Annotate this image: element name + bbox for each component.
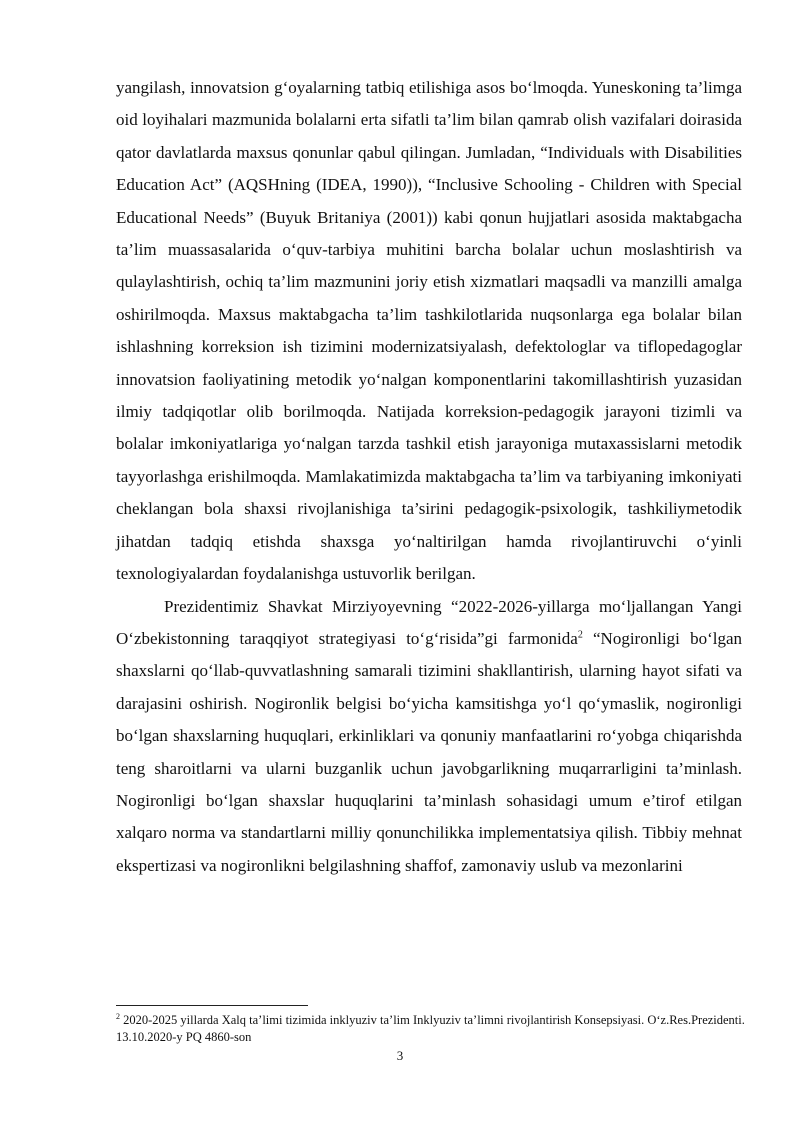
paragraph-2: [116, 591, 742, 883]
footnote-separator: [116, 1005, 308, 1006]
paragraph-2-text-end: “Nogironligi bo‘lgan shaxslarni qo‘llab-quvvatlashning samarali tizimini shakllantirish, ularning hayot sifati va darajasini oshirish. Nogironlik belgisi bo‘yicha kamsitishga yo‘l qo‘ymaslik, nogironligi bo‘lgan shaxslarning huquqlari, erkinliklari va qonuniy manfaatlarini ro‘yobga chiqarishda teng sharoitlarni va ularni buzganlik uchun javobgarlikning muqarrarligini ta’minlash. Nogironligi bo‘lgan shaxslar huquqlarini ta’minlash sohasidagi umum e’tirof etilgan xalqaro norma va standartlarni milliy qonunchilikka implementatsiya qilish. Tibbiy mehnat ekspertizasi va nogironlikni belgilashning shaffof, zamonaviy uslub va mezonlarini: [116, 628, 742, 875]
footnote: [116, 1012, 756, 1046]
body-text: [116, 72, 742, 882]
footnote-reference-mark[interactable]: 2: [577, 629, 583, 641]
page-number: 3: [396, 1048, 404, 1063]
footnote-mark: 2: [116, 1011, 120, 1021]
footnote-text: 2020-2025 yillarda Xalq ta’limi tizimida inklyuziv ta’lim Inklyuziv ta’limni rivojlantirish Konsepsiyasi. O‘z.Res.Prezidenti. 13.10.2020-y PQ 4860-son: [116, 1013, 745, 1044]
paragraph-2-text-start: Prezidentimiz Shavkat Mirziyoyevning “2022-2026-yillarga mo‘ljallangan Yangi O‘zbekistonning taraqqiyot strategiyasi to‘g‘risida”gi farmonida: [116, 596, 742, 648]
paragraph-1: yangilash, innovatsion g‘oyalarning tatbiq etilishiga asos bo‘lmoqda. Yuneskoning ta’limga oid loyihalari mazmunida bolalarni erta sifatli ta’lim bilan qamrab olish vazifalari doirasida qator davlatlarda maxsus qonunlar qabul qilingan. Jumladan, “Individuals with Disabilities Education Act” (AQSHning (IDEA, 1990)), “Inclusive Schooling - Children with Special Educational Needs” (Buyuk Britaniya (2001)) kabi qonun hujjatlari asosida maktabgacha ta’lim muassasalarida o‘quv-tarbiya muhitini barcha bolalar uchun moslashtirish va qulaylashtirish, ochiq ta’lim mazmunini joriy etish xizmatlari maqsadli va manzilli amalga oshirilmoqda. Maxsus maktabgacha ta’lim tashkilotlarida nuqsonlarga ega bolalar bilan ishlashning korreksion ish tizimini modernizatsiyalash, defektologlar va tiflopedagoglar innovatsion faoliyatining metodik yo‘nalgan komponentlarini takomillashtirish yuzasidan ilmiy tadqiqotlar olib borilmoqda. Natijada korreksion-pedagogik jarayoni tizimli va bolalar imkoniyatlariga yo‘nalgan tarzda tashkil etish jarayoniga mutaxassislarni metodik tayyorlashga erishilmoqda. Mamlakatimizda maktabgacha ta’lim va tarbiyaning imkoniyati cheklangan bola shaxsi rivojlanishiga ta’sirini pedagogik-psixologik, tashkiliymetodik jihatdan tadqiq etishda shaxsga yo‘naltirilgan hamda rivojlantiruvchi o‘yinli texnologiyalardan foydalanishga ustuvorlik berilgan.: [116, 78, 742, 584]
